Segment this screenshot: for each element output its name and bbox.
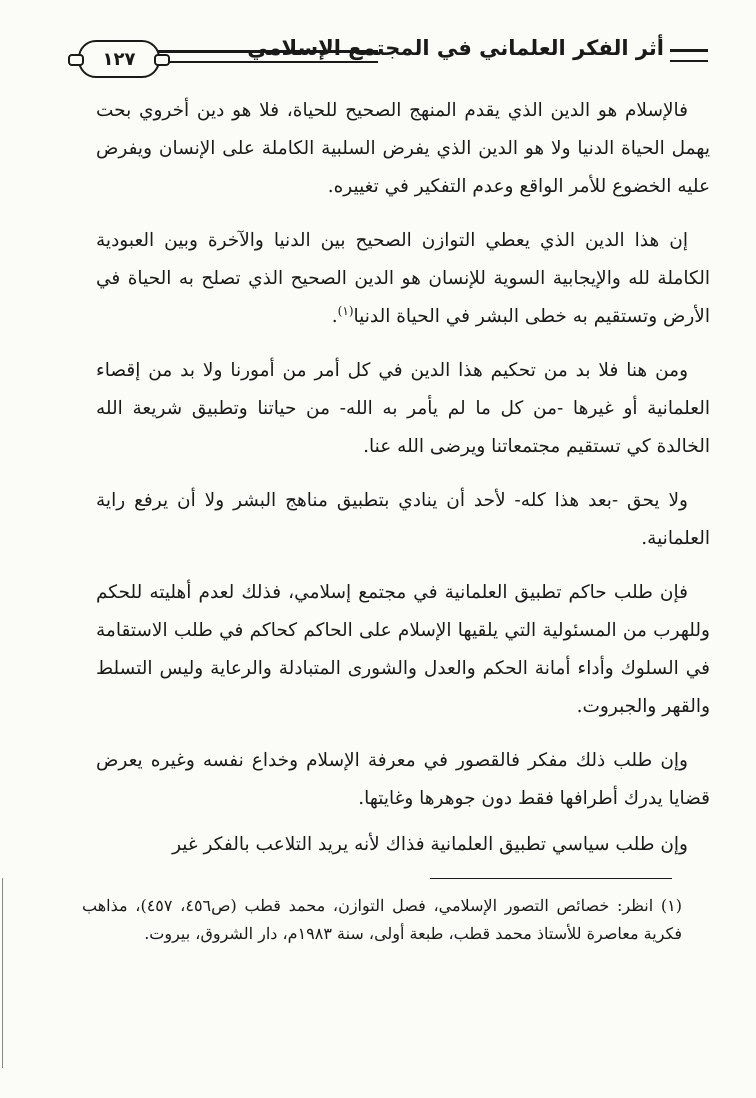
paragraph: ولا يحق -بعد هذا كله- لأحد أن ينادي بتطبيق مناهج البشر ولا أن يرفع راية العلمانية. (96, 490, 710, 549)
page-number: ١٢٧ (102, 48, 136, 70)
scan-edge (2, 878, 3, 1068)
footnote-reference: (١) (337, 303, 354, 318)
header-ornament (670, 49, 708, 62)
paragraph: وإن طلب ذلك مفكر فالقصور في معرفة الإسلام وخداع نفسه وغيره يعرض قضايا يدرك أطرافها فقط دون جوهرها وغايتها. (96, 750, 710, 809)
paragraph-text: إن هذا الدين الذي يعطي التوازن الصحيح بين الدنيا والآخرة وبين العبودية الكاملة لله والإيجابية السوية للإنسان هو الدين الصحيح الذي تصلح به الحياة في الأرض وتستقيم به خطى البشر في الحياة الدنيا (96, 230, 710, 327)
paragraph: ومن هنا فلا بد من تحكيم هذا الدين في كل أمر من أمورنا ولا بد من إقصاء العلمانية أو غيرها -من كل ما لم يأمر به الله- من حياتنا وتطبيق شريعة الله الخالدة كي تستقيم مجتمعاتنا ويرضى الله عنا. (96, 360, 710, 457)
paragraph: إن هذا الدين الذي يعطي التوازن الصحيح بين الدنيا والآخرة وبين العبودية الكاملة لله والإيجابية السوية للإنسان هو الدين الصحيح الذي تصلح به الحياة في الأرض وتستقيم به خطى البشر في الحياة الدنيا$^{(١)}$. (96, 230, 710, 327)
page-number-badge (78, 40, 160, 78)
footnote (82, 892, 682, 948)
header-title: أثر الفكر العلماني في المجتمع الإسلامي (247, 36, 664, 60)
paragraph: وإن طلب سياسي تطبيق العلمانية فذاك لأنه يريد التلاعب بالفكر غير (172, 834, 688, 855)
footnote-text: (١) انظر: خصائص التصور الإسلامي، فصل التوازن، محمد قطب (ص٤٥٦، ٤٥٧)، مذاهب فكرية معاصرة للأستاذ محمد قطب، طبعة أولى، سنة ١٩٨٣م، دار الشروق، بيروت. (82, 896, 682, 943)
paragraph: فإن طلب حاكم تطبيق العلمانية في مجتمع إسلامي، فذلك لعدم أهليته للحكم وللهرب من المسئولية التي يلقيها الإسلام على الحاكم كحاكم في طلب الاستقامة في السلوك وأداء أمانة الحكم والعدل والشورى المتبادلة والرعاية وليس التسلط والقهر والجبروت. (96, 582, 710, 717)
paragraph: فالإسلام هو الدين الذي يقدم المنهج الصحيح للحياة، فلا هو دين أخروي بحت يهمل الحياة الدنيا ولا هو الدين الذي يفرض السلبية الكاملة على الإنسان ويفرض عليه الخضوع للأمر الواقع وعدم التفكير في تغييره. (96, 100, 710, 197)
body-text (96, 92, 710, 880)
footnote-separator (430, 878, 672, 879)
running-header (78, 28, 708, 88)
